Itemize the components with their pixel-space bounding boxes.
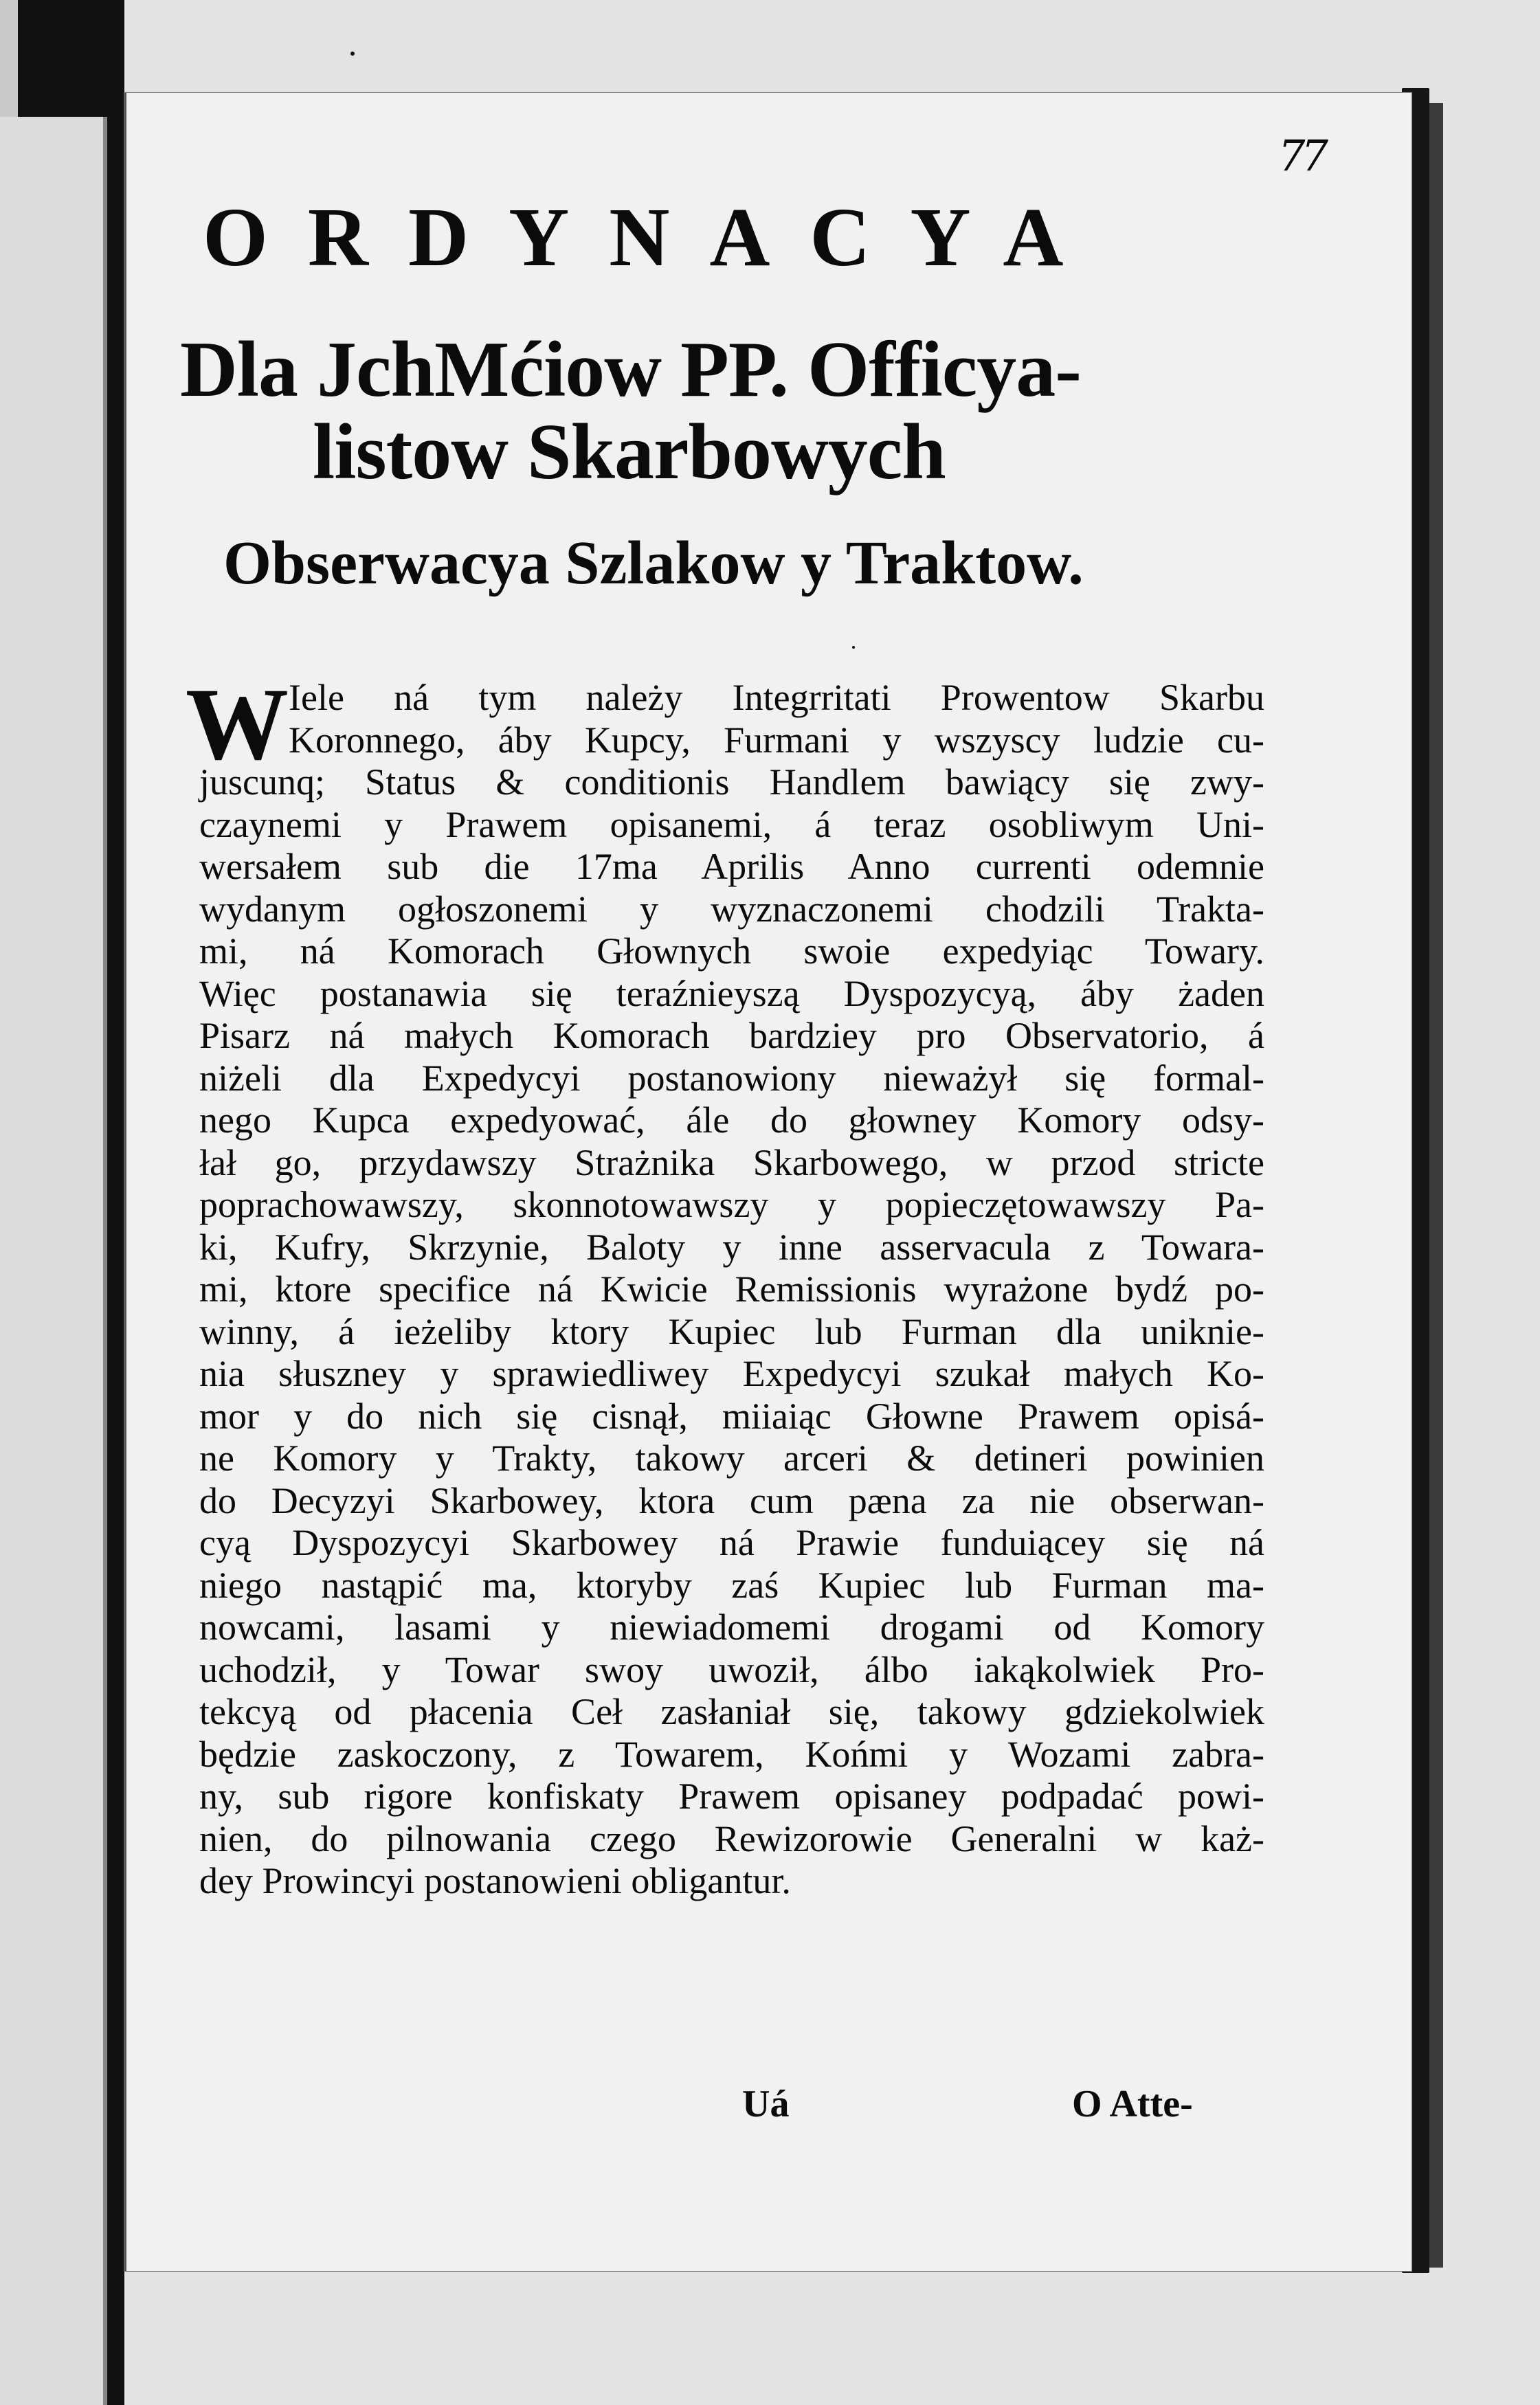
catchword-right: O Atte- [1072,2083,1193,2125]
body-line: juscunq; Status & conditionis Handlem bawiący się zwy- [199,761,1264,803]
title-line-1: Dla JchMćiow PP. Officya- [180,326,1081,414]
body-text [186,667,1264,1903]
body-line: czaynemi y Prawem opisanemi, á teraz osobliwym Uni- [199,803,1264,845]
body-line: cyą Dyspozycyi Skarbowey ná Prawie funduiącey się ná [199,1522,1264,1563]
previous-page-edge [0,117,107,2405]
catchword-left: Uá [742,2083,790,2125]
page-edge-shadow [1429,103,1443,2268]
scan-speck [350,52,355,56]
body-lines [199,677,1264,1903]
title-subtitle: Obserwacya Szlakow y Traktow. [223,529,1084,597]
dropcap-initial: W [186,667,289,781]
body-line: wydanym ogłoszonemi y wyznaczonemi chodzili Trakta- [199,888,1264,930]
body-line: winny, á ieżeliby ktory Kupiec lub Furman dla uniknie- [199,1310,1264,1352]
body-line: ny, sub rigore konfiskaty Prawem opisaney podpadać powi- [199,1776,1264,1817]
body-line: dey Prowincyi postanowieni obligantur. [199,1860,791,1901]
body-line: mor y do nich się cisnął, miiaiąc Głowne Prawem opisá- [199,1395,1264,1437]
title-ordynacya: ORDYNACYA [203,191,1104,284]
body-line: Koronnego, áby Kupcy, Furmani y wszyscy ludzie cu- [289,719,1264,761]
body-line: będzie zaskoczony, z Towarem, Końmi y Wozami zabra- [199,1733,1264,1775]
body-line: do Decyzyi Skarbowey, ktora cum pæna za nie obserwan- [199,1479,1264,1521]
body-line: nien, do pilnowania czego Rewizorowie Generalni w każ- [199,1817,1264,1859]
body-line: nego Kupca expedyować, ále do głowney Komory odsy- [199,1099,1264,1141]
title-line-2: listow Skarbowych [313,408,946,496]
body-line: niego nastąpić ma, ktoryby zaś Kupiec lub Furman ma- [199,1564,1264,1606]
folio-number: 77 [1278,131,1324,181]
body-line: nia słuszney y sprawiedliwey Expedycyi szukał małych Ko- [199,1353,1264,1394]
body-line: niżeli dla Expedycyi postanowiony nieważył się formal- [199,1057,1264,1099]
body-line: mi, ná Komorach Głownych swoie expedyiąc Towary. [199,930,1264,972]
scan-speck [852,646,855,649]
body-line: Pisarz ná małych Komorach bardziey pro Observatorio, á [199,1015,1264,1056]
body-line: ki, Kufry, Skrzynie, Baloty y inne asservacula z Towara- [199,1226,1264,1268]
body-line: mi, ktore specifice ná Kwicie Remissionis wyrażone bydź po- [199,1268,1264,1310]
body-line: nowcami, lasami y niewiadomemi drogami od Komory [199,1607,1264,1648]
body-line: tekcyą od płacenia Ceł zasłaniał się, takowy gdziekolwiek [199,1691,1264,1732]
body-line: Więc postanawia się teraźnieyszą Dyspozycyą, áby żaden [199,972,1264,1014]
body-line: poprachowawszy, skonnotowawszy y popieczętowawszy Pa- [199,1184,1264,1225]
body-line: uchodził, y Towar swoy uwoził, álbo iakąkolwiek Pro- [199,1648,1264,1690]
body-line: ne Komory y Trakty, takowy arceri & detineri powinien [199,1438,1264,1479]
body-line: łał go, przydawszy Strażnika Skarbowego, w przod stricte [199,1141,1264,1183]
body-line: wersałem sub die 17ma Aprilis Anno currenti odemnie [199,846,1264,887]
body-line: Iele ná tym należy Integrritati Prowentow Skarbu [289,677,1264,718]
